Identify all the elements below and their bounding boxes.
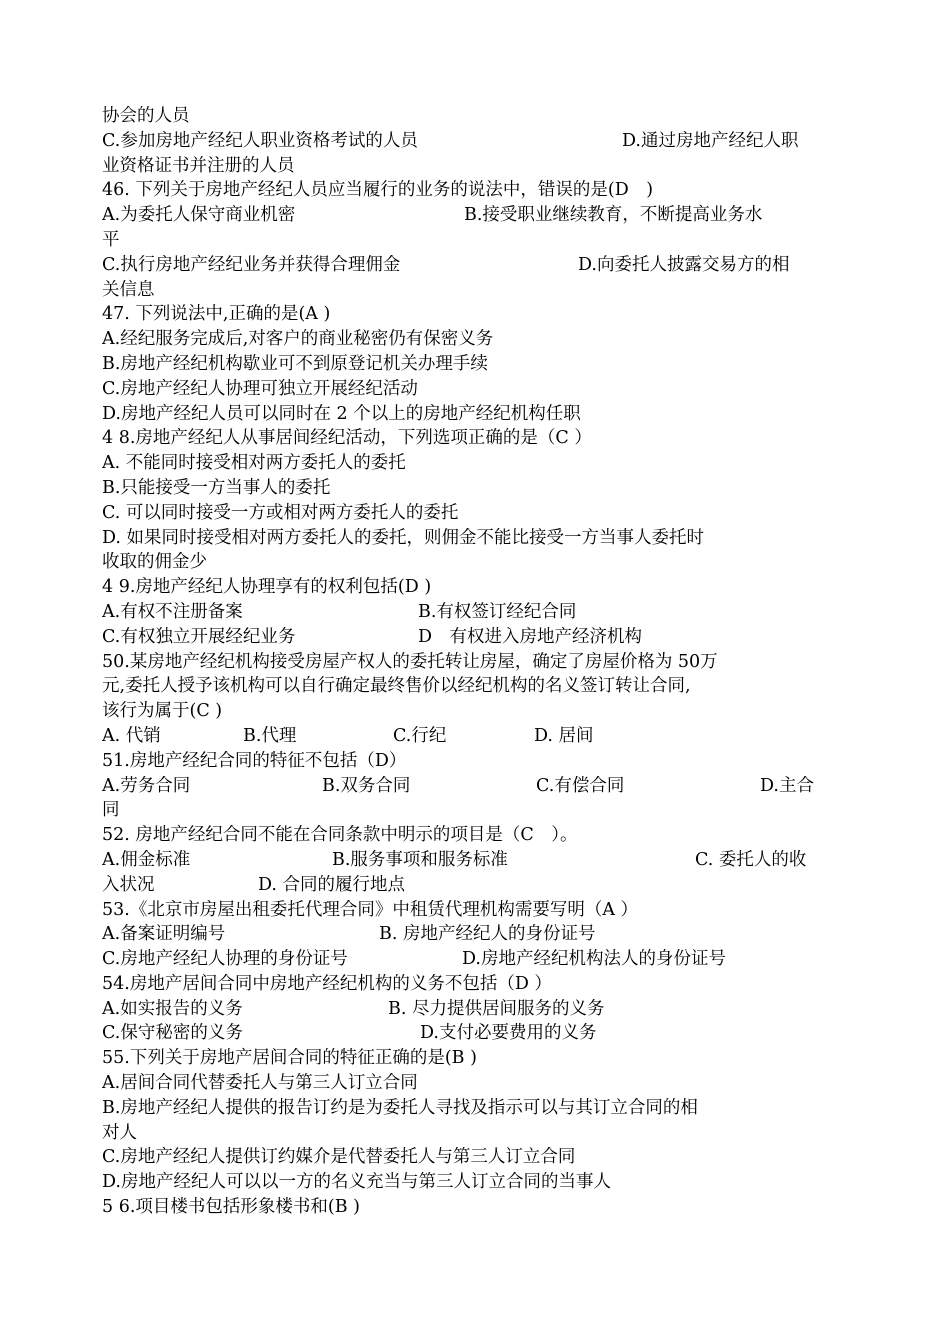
option-b: B.接受职业继续教育，不断提高业务水 (464, 205, 763, 226)
option-d: D.通过房地产经纪人职 (622, 130, 799, 151)
option-d: D.房地产经纪人员可以同时在 2 个以上的房地产经纪机构任职 (102, 403, 581, 424)
option-row (102, 1021, 837, 1046)
option-row (102, 997, 837, 1022)
question-48: 4 8.房地产经纪人从事居间经纪活动，下列选项正确的是（C ） (102, 428, 592, 449)
option-a: A. 不能同时接受相对两方委托人的委托 (102, 453, 406, 474)
option-row (102, 253, 837, 278)
text-line: 同 (102, 800, 120, 821)
option-c: C.保守秘密的义务 (102, 1023, 243, 1044)
option-c-cont: 入状况 (102, 874, 155, 895)
question-55: 55.下列关于房地产居间合同的特征正确的是(B ) (102, 1048, 477, 1069)
question-47: 47. 下列说法中,正确的是(A ) (102, 304, 331, 325)
option-c: C. 可以同时接受一方或相对两方委托人的委托 (102, 502, 459, 523)
option-d: D. 居间 (534, 725, 594, 746)
option-b: B. 尽力提供居间服务的义务 (388, 998, 605, 1019)
option-d: D.向委托人披露交易方的相 (578, 254, 790, 275)
option-b: B.房地产经纪人提供的报告订约是为委托人寻找及指示可以与其订立合同的相 (102, 1097, 698, 1118)
option-d: D. 如果同时接受相对两方委托人的委托，则佣金不能比接受一方当事人委托时 (102, 527, 705, 548)
text-line: 收取的佣金少 (102, 552, 207, 573)
option-a: A.佣金标准 (102, 849, 191, 870)
option-d: D.支付必要费用的义务 (420, 1023, 597, 1044)
option-c: C.有权独立开展经纪业务 (102, 626, 296, 647)
option-row (102, 947, 837, 972)
option-a: A.有权不注册备案 (102, 601, 243, 622)
option-b: B.服务事项和服务标准 (332, 849, 508, 870)
question-51: 51.房地产经纪合同的特征不包括（D） (102, 750, 407, 771)
text-line: 元,委托人授予该机构可以自行确定最终售价以经纪机构的名义签订转让合同, (102, 676, 691, 697)
text-line: 业资格证书并注册的人员 (102, 155, 295, 176)
option-b: B. 房地产经纪人的身份证号 (379, 924, 596, 945)
option-b: B.只能接受一方当事人的委托 (102, 477, 331, 498)
option-b: B.有权签订经纪合同 (418, 601, 577, 622)
option-c: C.房地产经纪人提供订约媒介是代替委托人与第三人订立合同 (102, 1147, 576, 1168)
option-a: A.为委托人保守商业机密 (102, 205, 296, 226)
option-row (102, 724, 837, 749)
question-53: 53.《北京市房屋出租委托代理合同》中租赁代理机构需要写明（A ） (102, 899, 639, 920)
option-c: C.参加房地产经纪人职业资格考试的人员 (102, 130, 418, 151)
option-row (102, 873, 837, 898)
option-d: D 有权进入房地产经济机构 (418, 626, 643, 647)
option-c: C.房地产经纪人协理可独立开展经纪活动 (102, 378, 418, 399)
option-c: C. 委托人的收 (695, 849, 807, 870)
option-row (102, 625, 837, 650)
option-a: A.备案证明编号 (102, 924, 226, 945)
option-row (102, 922, 837, 947)
text-line: 对人 (102, 1122, 137, 1143)
option-d: D.房地产经纪人可以以一方的名义充当与第三人订立合同的当事人 (102, 1172, 611, 1193)
option-a: A.劳务合同 (102, 775, 191, 796)
question-46: 46. 下列关于房地产经纪人员应当履行的业务的说法中，错误的是(D ) (102, 180, 654, 201)
option-a: A.如实报告的义务 (102, 998, 243, 1019)
option-d: D. 合同的履行地点 (258, 874, 406, 895)
option-d: D.房地产经纪机构法人的身份证号 (462, 949, 726, 970)
option-row (102, 203, 837, 228)
question-50: 50.某房地产经纪机构接受房屋产权人的委托转让房屋，确定了房屋价格为 50万 (102, 651, 718, 672)
question-54: 54.房地产居间合同中房地产经纪机构的义务不包括（D ） (102, 973, 552, 994)
option-row (102, 600, 837, 625)
option-row (102, 774, 837, 799)
option-a: A.经纪服务完成后,对客户的商业秘密仍有保密义务 (102, 329, 494, 350)
option-row (102, 129, 837, 154)
option-c: C.有偿合同 (536, 775, 625, 796)
option-c: C.房地产经纪人协理的身份证号 (102, 949, 348, 970)
question-49: 4 9.房地产经纪人协理享有的权利包括(D ) (102, 577, 432, 598)
text-line: 该行为属于(C ) (102, 701, 223, 722)
option-b: B.代理 (243, 725, 297, 746)
option-c: C.行纪 (393, 725, 447, 746)
document-page (102, 104, 837, 1220)
question-52: 52. 房地产经纪合同不能在合同条款中明示的项目是（C ）。 (102, 825, 578, 846)
option-c: C.执行房地产经纪业务并获得合理佣金 (102, 254, 401, 275)
option-row (102, 848, 837, 873)
option-b: B.双务合同 (322, 775, 411, 796)
text-line: 协会的人员 (102, 106, 190, 126)
option-d: D.主合 (760, 775, 814, 796)
text-line: 关信息 (102, 279, 155, 300)
text-line: 平 (102, 229, 120, 250)
option-a: A. 代销 (102, 725, 161, 746)
option-b: B.房地产经纪机构歇业可不到原登记机关办理手续 (102, 353, 488, 374)
question-56: 5 6.项目楼书包括形象楼书和(B ) (102, 1197, 360, 1218)
option-a: A.居间合同代替委托人与第三人订立合同 (102, 1073, 418, 1094)
